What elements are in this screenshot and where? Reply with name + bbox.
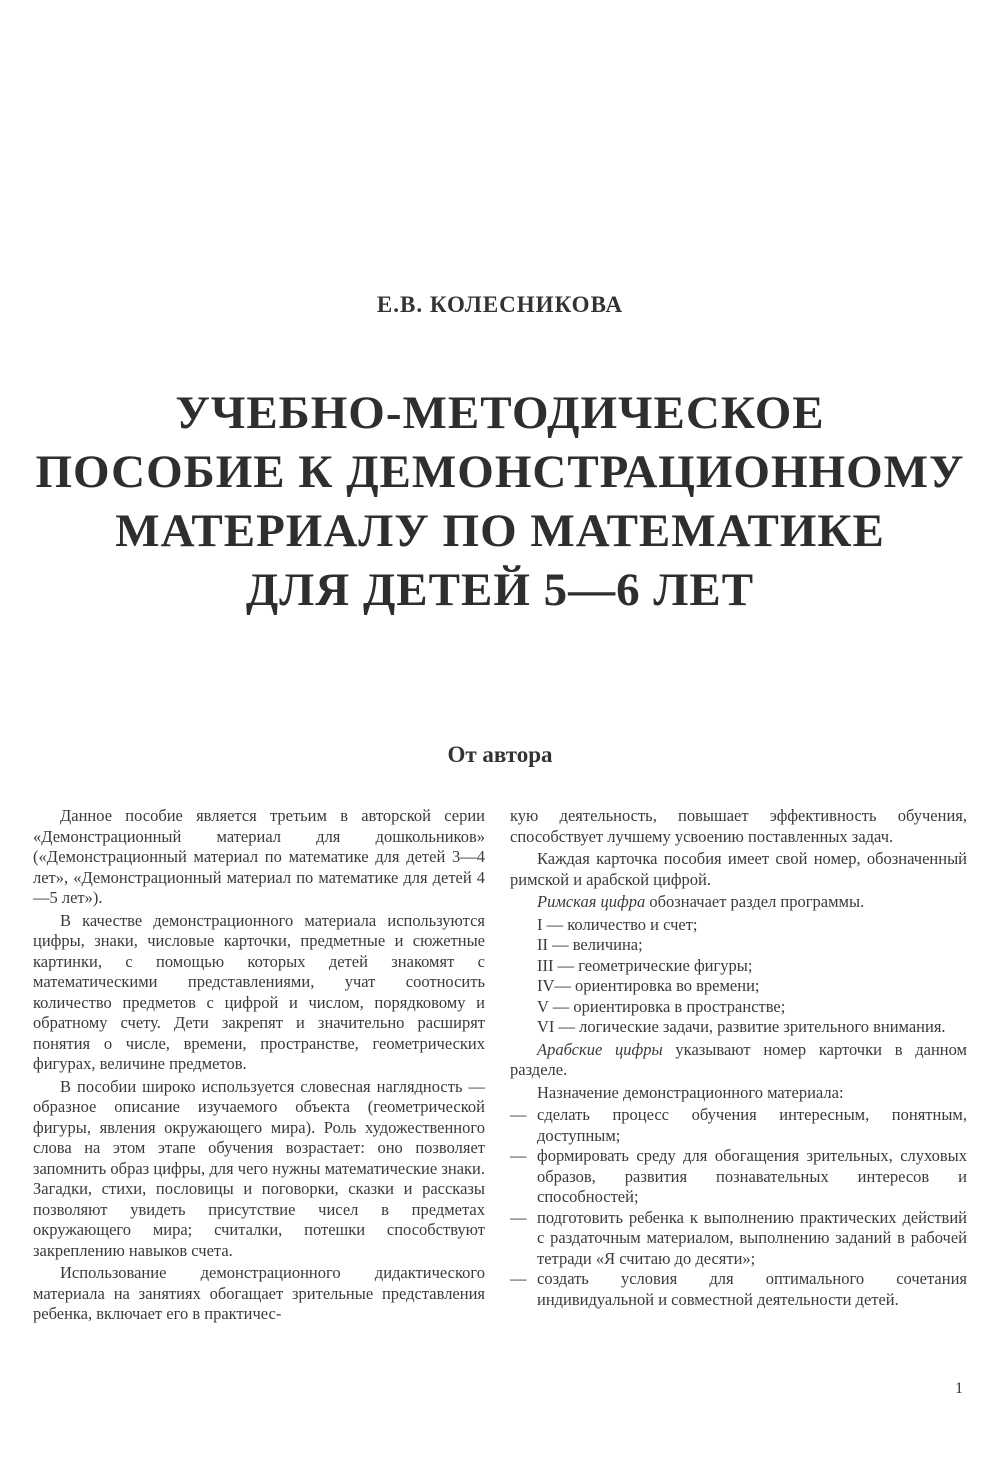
paragraph: Данное пособие является третьим в авторской серии «Демонстрационный материал для дошкольников» («Демонстрационный материал по математике для детей 3—4 лет», «Демонстрационный материал по математике для детей 4—5 лет»).	[33, 806, 485, 907]
paragraph: В качестве демонстрационного материала используются цифры, знаки, числовые карточки, предметные и сюжетные картинки, с помощью которых детей знакомят с математическими представлениями, учат соотносить количество предметов с цифрой и числом, порядковому и обратному счету. Дети закрепят и значительно расширят понятия о числе, времени, пространстве, геометрических фигурах, величине предметов.	[33, 910, 485, 1073]
author-name: Е.В. КОЛЕСНИКОВА	[376, 292, 624, 317]
purpose-item	[510, 1105, 967, 1146]
purpose-text: подготовить ребенка к выполнению практических действий с раздаточным материалом, выполнению заданий в рабочей тетради «Я считаю до десяти»;	[537, 1207, 967, 1268]
purpose-text: создать условия для оптимального сочетания индивидуальной и совместной деятельности детей.	[537, 1269, 967, 1309]
dash-mark: —	[510, 1207, 527, 1227]
title-line: ПОСОБИЕ К ДЕМОНСТРАЦИОННОМУ	[35, 446, 965, 498]
paragraph: В пособии широко используется словесная наглядность — образное описание изучаемого объекта (геометрической фигуры, явления окружающего мира). Роль художественного слова на этом этапе обучения возрастает: оно позволяет запомнить образ цифры, для чего нужны математические знаки. Загадки, стихи, пословицы и поговорки, сказки и рассказы позволяют увидеть присутствие чисел в предметах окружающего мира; считалки, потешки способствуют закреплению навыков счета.	[33, 1076, 485, 1260]
roman-text: обозначает раздел программы.	[645, 892, 865, 911]
purpose-text: сделать процесс обучения интересным, понятным, доступным;	[537, 1105, 967, 1145]
title-line: УЧЕБНО-МЕТОДИЧЕСКОЕ	[175, 387, 825, 439]
section-heading: От автора	[447, 742, 553, 767]
purpose-item	[510, 1146, 967, 1208]
purpose-item	[510, 1208, 967, 1270]
arabic-paragraph	[510, 1040, 967, 1081]
purpose-intro: Назначение демонстрационного материала:	[537, 1082, 844, 1102]
page-number: 1	[955, 1380, 963, 1397]
roman-term: Римская цифра	[537, 892, 646, 911]
roman-item: II — величина;	[537, 935, 643, 954]
dash-mark: —	[510, 1269, 527, 1288]
roman-item: III — геометрические фигуры;	[537, 955, 753, 975]
roman-item: IV— ориентировка во времени;	[537, 976, 760, 995]
paragraph-continuation: кую деятельность, повышает эффективность обучения, способствует лучшему усвоению поставленных задач.	[510, 806, 967, 846]
arabic-text: указывают номер карточки в данном разделе.	[510, 1039, 967, 1079]
roman-paragraph	[510, 892, 967, 913]
dash-mark: —	[510, 1105, 527, 1124]
arabic-term: Арабские цифры	[537, 1039, 663, 1059]
title-line: МАТЕРИАЛУ ПО МАТЕМАТИКЕ	[115, 505, 885, 557]
left-column	[33, 806, 485, 1327]
paragraph: Каждая карточка пособия имеет свой номер, обозначенный римской и арабской цифрой.	[510, 849, 967, 889]
right-column	[510, 806, 967, 1310]
purpose-text: формировать среду для обогащения зрительных, слуховых образов, развития познавательных интересов и способностей;	[537, 1146, 967, 1206]
purpose-item	[510, 1269, 967, 1310]
roman-item: I — количество и счет;	[537, 914, 698, 934]
roman-item: V — ориентировка в пространстве;	[537, 996, 786, 1016]
dash-mark: —	[510, 1146, 527, 1165]
roman-item: VI — логические задачи, развитие зрительного внимания.	[537, 1017, 946, 1036]
title-line: ДЛЯ ДЕТЕЙ 5—6 ЛЕТ	[245, 564, 755, 616]
paragraph: Использование демонстрационного дидактического материала на занятиях обогащает зрительные представления ребенка, включает его в практичес-	[33, 1263, 485, 1323]
book-title	[0, 384, 1000, 620]
